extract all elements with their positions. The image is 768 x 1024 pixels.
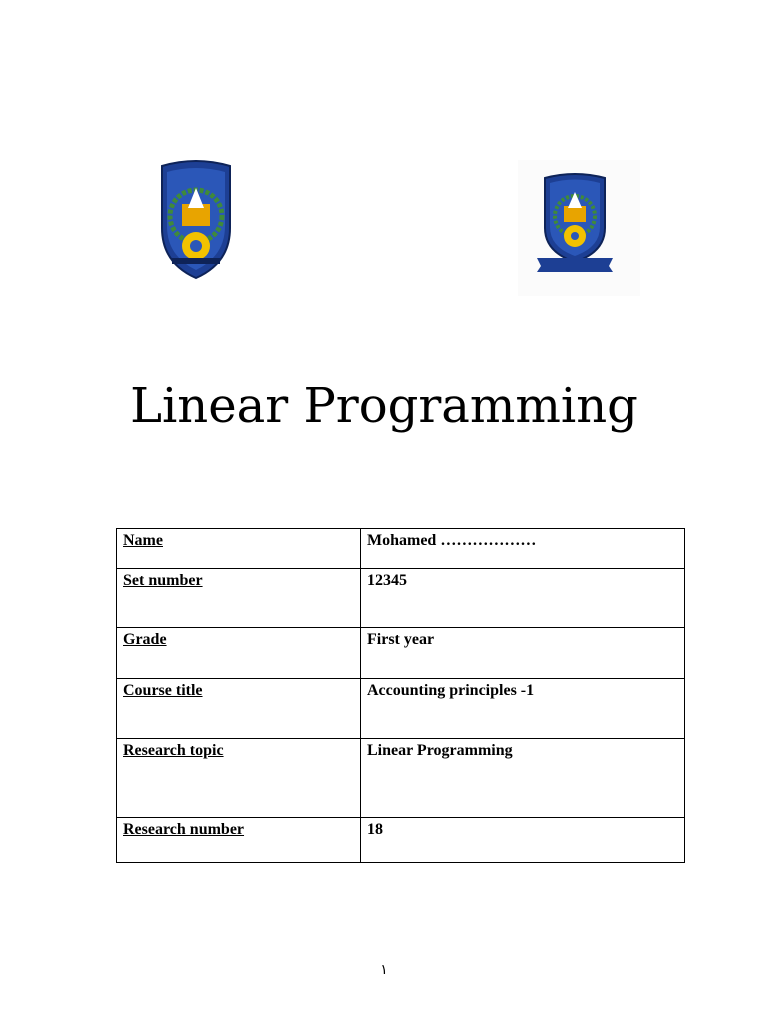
row-label: Research topic — [117, 739, 361, 818]
row-value: Mohamed ……………… — [361, 529, 685, 569]
university-logo-right — [535, 172, 615, 272]
row-label: Research number — [117, 818, 361, 863]
table-row — [117, 679, 685, 739]
row-value: Accounting principles -1 — [361, 679, 685, 739]
student-info-table — [116, 528, 685, 863]
row-label: Grade — [117, 628, 361, 679]
table-row — [117, 818, 685, 863]
document-title: Linear Programming — [130, 378, 638, 434]
row-label: Name — [117, 529, 361, 569]
row-label: Course title — [117, 679, 361, 739]
page-number: ١ — [380, 963, 388, 978]
university-logo-left — [158, 158, 234, 280]
row-value: First year — [361, 628, 685, 679]
table-row — [117, 739, 685, 818]
table-row — [117, 529, 685, 569]
shield-icon — [158, 158, 234, 280]
row-label: Set number — [117, 569, 361, 628]
row-value: Linear Programming — [361, 739, 685, 818]
table-row — [117, 569, 685, 628]
table-row — [117, 628, 685, 679]
row-value: 12345 — [361, 569, 685, 628]
row-value: 18 — [361, 818, 685, 863]
shield-ribbon-icon — [535, 172, 615, 272]
